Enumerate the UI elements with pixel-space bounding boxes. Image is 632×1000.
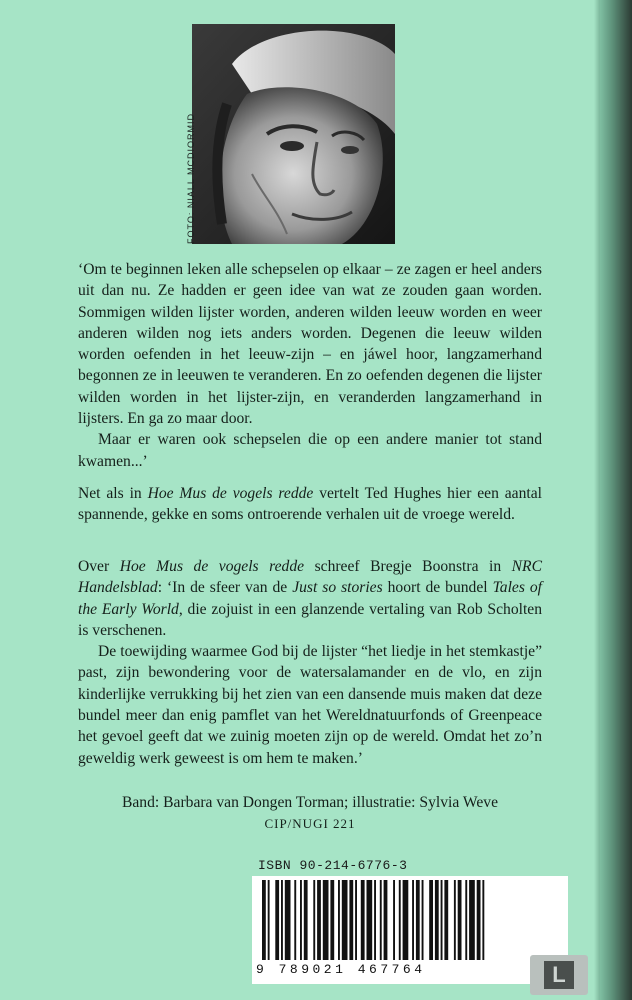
book-intro <box>78 483 542 526</box>
barcode-bars <box>252 876 568 962</box>
barcode-bar <box>330 880 334 960</box>
book-title-ref: Hoe Mus de vogels redde <box>147 485 314 502</box>
barcode-bar <box>342 880 348 960</box>
photo-credit: FOTO: NIALL MCDIORMID <box>186 112 196 244</box>
barcode-bar <box>285 880 291 960</box>
barcode-bar <box>399 880 401 960</box>
barcode-bar <box>317 880 321 960</box>
review-paragraph-1: Over Hoe Mus de vogels redde schreef Bregje Boonstra in NRC Handelsblad: ‘In de sfeer van de Just so stories hoort de bundel Tales of the Early World, die zojuist in een glanzende vertaling van Rob Scholten is verschenen. <box>78 558 543 639</box>
barcode-bar <box>300 880 302 960</box>
barcode-bar <box>403 880 409 960</box>
intro-paragraph: Net als in Hoe Mus de vogels redde vertelt Ted Hughes hier een aantal spannende, gekke en soms ontroerende verhalen uit de vroege wereld. <box>78 485 542 524</box>
barcode-bar <box>454 880 456 960</box>
barcode-bar <box>323 880 329 960</box>
barcode-bar <box>393 880 395 960</box>
author-photo <box>192 24 395 244</box>
book-spine <box>600 0 632 1000</box>
barcode-bar <box>429 880 433 960</box>
barcode-bar <box>262 880 266 960</box>
portrait-image <box>192 24 395 244</box>
library-sticker <box>530 955 588 995</box>
barcode-bar <box>268 880 270 960</box>
barcode-bar <box>458 880 462 960</box>
sticker-logo: L <box>544 961 574 989</box>
barcode-bar <box>294 880 296 960</box>
barcode-bar <box>367 880 373 960</box>
quote-paragraph-1: ‘Om te beginnen leken alle schepselen op elkaar – ze zagen er heel anders uit dan nu. Ze hadden er geen idee van wat ze zouden gaan worden. Sommigen wilden lijster worden, anderen wilden leeuw worden en weer anderen wilden nog iets anders worden. Degenen die leeuw wilden worden oefenden in het leeuw-zijn – en jáwel hoor, langzamerhand begonnen ze in leeuwen te veranderen. En zo oefenden degenen die lijster wilden worden in het lijster-zijn, en veranderden langzamerhand in lijsters. En ga zo maar door. <box>78 261 542 428</box>
barcode-bar <box>313 880 315 960</box>
barcode-bar <box>444 880 448 960</box>
barcode-bar <box>361 880 365 960</box>
barcode-bar <box>349 880 353 960</box>
barcode-bar <box>380 880 382 960</box>
press-review <box>78 556 542 769</box>
review-paragraph-2: De toewijding waarmee God bij de lijster “het liedje in het stemkastje” past, zijn bewondering voor de watersalamander en de vlo, en zijn kinderlijke verrukking bij het zien van een dansende muis maken dat deze bundel meer dan enig pamflet van het Wereldnatuurfonds of Greenpeace het gevoel geeft dat we zuinig moeten zijn op de wereld. Omdat het zo’n geweldig werk geweest is om hem te maken.’ <box>78 643 542 767</box>
barcode-bar <box>384 880 388 960</box>
barcode-bar <box>477 880 481 960</box>
barcode-bar <box>355 880 357 960</box>
design-credits: Band: Barbara van Dongen Torman; illustratie: Sylvia Weve <box>121 794 498 811</box>
barcode-digits: 9 789021 467764 <box>256 962 426 977</box>
barcode-bar <box>422 880 424 960</box>
barcode-bar <box>275 880 279 960</box>
barcode-bar <box>465 880 467 960</box>
barcode-bar <box>374 880 376 960</box>
barcode-bar <box>469 880 475 960</box>
barcode-bar <box>482 880 484 960</box>
isbn-number: ISBN 90-214-6776-3 <box>258 858 408 873</box>
cip-code: CIP/NUGI 221 <box>264 816 356 831</box>
quote-paragraph-2: Maar er waren ook schepselen die op een andere manier tot stand kwamen...’ <box>78 431 542 470</box>
barcode-bar <box>338 880 340 960</box>
barcode-bar <box>441 880 443 960</box>
barcode-bar <box>304 880 308 960</box>
barcode-bar <box>435 880 439 960</box>
credits <box>78 792 542 834</box>
barcode-bar <box>281 880 283 960</box>
barcode-bar <box>412 880 414 960</box>
quote-excerpt <box>78 259 542 472</box>
barcode-bar <box>416 880 420 960</box>
